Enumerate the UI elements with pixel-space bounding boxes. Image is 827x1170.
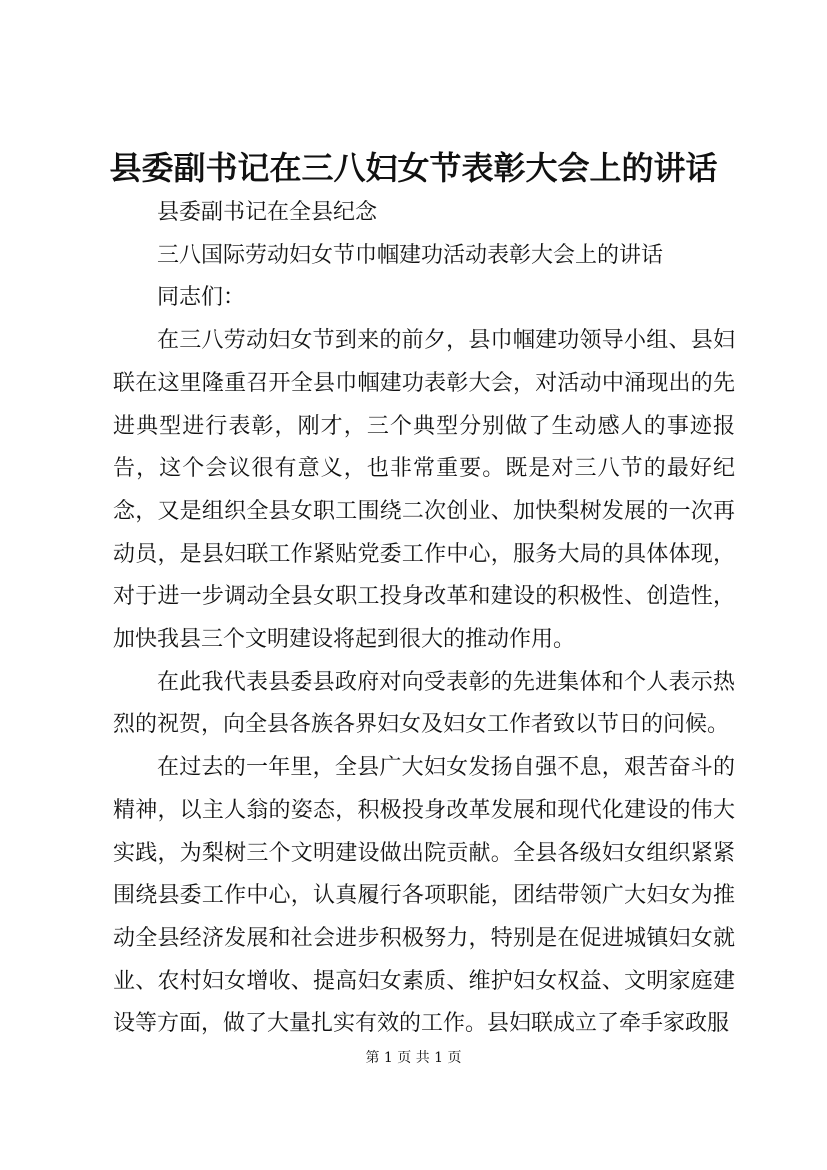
document-body xyxy=(113,192,735,1046)
salutation: 同志们： xyxy=(157,285,246,311)
paragraph-2: 在此我代表县委县政府对向受表彰的先进集体和个人表示热烈的祝贺，向全县各族各界妇女及妇女工作者致以节日的问候。 xyxy=(113,669,735,738)
page-title: 县委副书记在三八妇女节表彰大会上的讲话 xyxy=(109,149,718,187)
subtitle-line-1: 县委副书记在全县纪念 xyxy=(157,200,378,225)
paragraph-3: 在过去的一年里，全县广大妇女发扬自强不息，艰苦奋斗的精神，以主人翁的姿态，积极投身改革发展和现代化建设的伟大实践，为梨树三个文明建设做出院贡献。全县各级妇女组织紧紧围绕县委工作中心，认真履行各项职能，团结带领广大妇女为推动全县经济发展和社会进步积极努力，特别是在促进城镇妇女就业、农村妇女增收、提高妇女素质、维护妇女权益、文明家庭建设等方面，做了大量扎实有效的工作。县妇联成立了牵手家政服 xyxy=(113,755,735,1037)
paragraph-1: 在三八劳动妇女节到来的前夕，县巾帼建功领导小组、县妇联在这里隆重召开全县巾帼建功表彰大会，对活动中涌现出的先进典型进行表彰，刚才，三个典型分别做了生动感人的事迹报告，这个会议很有意义，也非常重要。既是对三八节的最好纪念，又是组织全县女职工围绕二次创业、加快梨树发展的一次再动员，是县妇联工作紧贴党委工作中心，服务大局的具体体现，对于进一步调动全县女职工投身改革和建设的积极性、创造性，加快我县三个文明建设将起到很大的推动作用。 xyxy=(113,328,735,653)
subtitle-line-2: 三八国际劳动妇女节巾帼建功活动表彰大会上的讲话 xyxy=(157,242,664,268)
page-number-footer: 第 1 页 共 1 页 xyxy=(365,1050,462,1066)
